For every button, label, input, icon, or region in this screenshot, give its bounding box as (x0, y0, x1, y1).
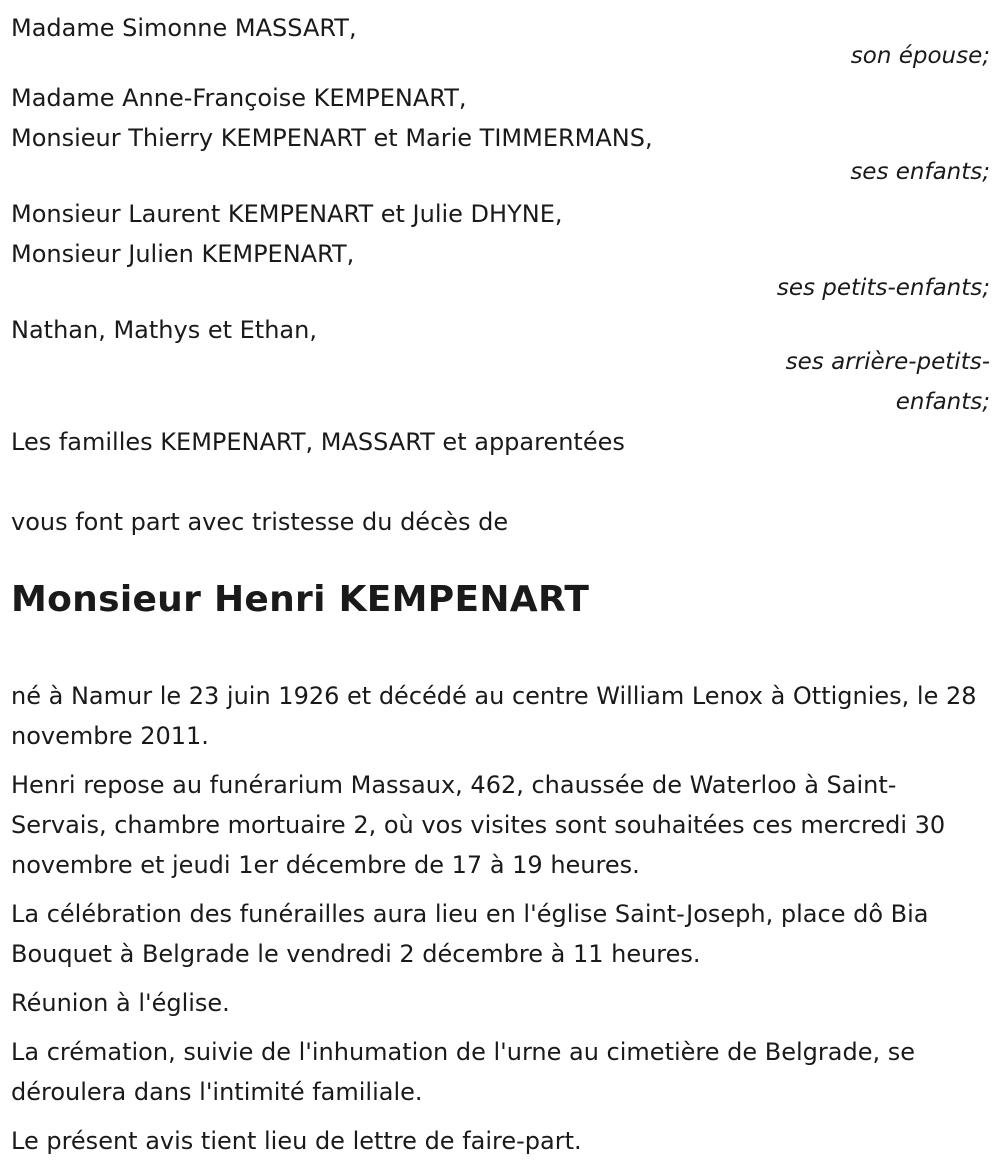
intro-line: vous font part avec tristesse du décès de (11, 508, 509, 536)
family-member-line: Madame Anne-Françoise KEMPENART, (11, 84, 467, 112)
closing-paragraph: Le présent avis tient lieu de lettre de faire-part. (11, 1127, 582, 1155)
cremation-paragraph: La crémation, suivie de l'inhumation de l'urne au cimetière de Belgrade, se déroulera dans l'intimité familiale. (11, 1038, 916, 1106)
relation-label: son épouse; (850, 43, 990, 69)
visitation-paragraph: Henri repose au funérarium Massaux, 462, chaussée de Waterloo à Saint-Servais, chambre mortuaire 2, où vos visites sont souhaitées ces mercredi 30 novembre et jeudi 1er décembre de 17 à 19 heures. (11, 771, 946, 879)
deceased-name: Monsieur Henri KEMPENART (11, 579, 590, 620)
relation-label: ses petits-enfants; (776, 275, 990, 301)
funeral-paragraph: La célébration des funérailles aura lieu en l'église Saint-Joseph, place dô Bia Bouquet à Belgrade le vendredi 2 décembre à 11 heures. (11, 900, 929, 968)
reunion-paragraph: Réunion à l'église. (11, 989, 230, 1017)
relation-label-line: ses arrière-petits- (785, 349, 990, 375)
family-member-line: Monsieur Thierry KEMPENART et Marie TIMMERMANS, (11, 124, 653, 152)
relation-label: ses enfants; (850, 159, 990, 185)
family-member-line: Nathan, Mathys et Ethan, (11, 316, 317, 344)
family-member-line: Monsieur Julien KEMPENART, (11, 240, 355, 268)
family-member-line: Monsieur Laurent KEMPENART et Julie DHYNE, (11, 200, 563, 228)
relation-label-line: enfants; (895, 389, 990, 415)
families-line: Les familles KEMPENART, MASSART et apparentées (11, 428, 625, 456)
relation-label (750, 342, 990, 422)
birth-death-paragraph: né à Namur le 23 juin 1926 et décédé au centre William Lenox à Ottignies, le 28 novembre 2011. (11, 682, 977, 750)
family-group-children (11, 78, 990, 158)
family-member-line: Madame Simonne MASSART, (11, 14, 357, 42)
family-group-grandchildren (11, 194, 990, 274)
